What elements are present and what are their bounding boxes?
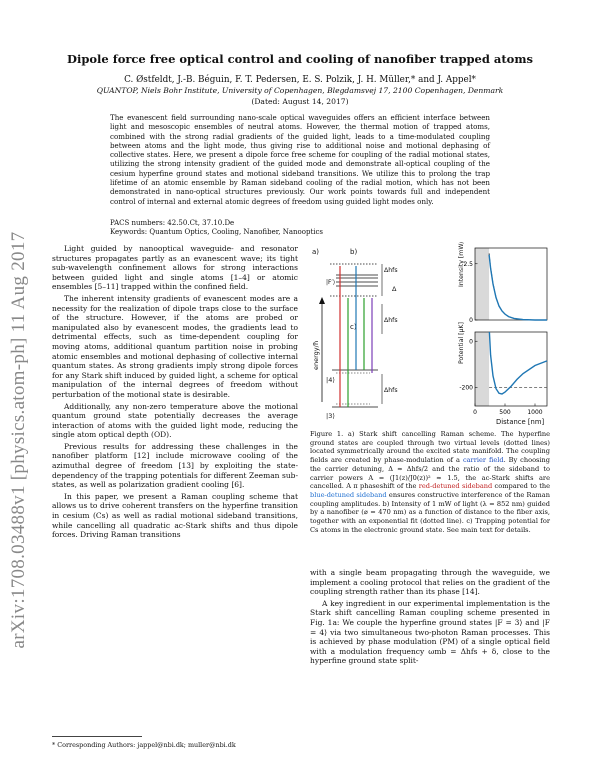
figure-1 [310, 242, 550, 427]
paragraph: The inherent intensity gradients of evanescent modes are a necessity for the realization of dipole traps close to the surface of the structure. However, if the atoms are probed or manipulated also by evanescent modes, the gradients lead to detrimental effects, such as time-dependent coupling for moving atoms, additional quantum partition noise in probing atomic ensembles and motional dephasing of collective internal quantum states. As strong gradients imply strong dipole forces for any Stark shift induced by guided light, a scheme for optical manipulation of the internal degrees of freedom without perturbation of the motional state is desirable. [52, 293, 298, 399]
delta-hfs-label: Δhfs [384, 267, 398, 274]
fiber-region-shading [475, 332, 489, 406]
y-tick-label: 0 [469, 317, 473, 324]
red-sideband-text: red-detuned sideband [418, 482, 493, 491]
abstract: The evanescent field surrounding nano-scale optical waveguides offers an efficient interface between light and mesoscopic ensembles of neutral atoms. However, the thermal motion of trapped atoms, combined with the strong radial gradients of the guided light, leads to a time-modulated coupling between atoms and the light mode, thus giving rise to additional noise and motional dephasing of collective states. Here, we present a dipole force free scheme for coupling of the radial motional states, utilizing the strong intensity gradient of the guided mode and demonstrate all-optical coupling of the cesium hyperfine ground states and motional sideband transitions. We utilize this to prolong the trap lifetime of an atomic ensemble by Raman sideband cooling of the radial motion, which has not been demonstrated in nano-optical structures previously. Our work points towards full and independent control of internal and external atomic degrees of freedom using guided light modes only. [110, 113, 490, 206]
panel-c-label: c) [350, 323, 357, 331]
pacs-numbers: PACS numbers: 42.50.Ct, 37.10.De [110, 219, 235, 227]
date-line: (Dated: August 14, 2017) [251, 97, 349, 106]
x-tick-label: 500 [499, 409, 511, 416]
paragraph: Light guided by nanooptical waveguide- and resonator structures propagates partly as an evanescent wave; its tight sub-wavelength confinement allows for strong interactions between guided light and single atoms [1–4] or atomic ensembles [5–11] trapped within the confined field. [52, 244, 298, 292]
level-3-label: |3⟩ [326, 412, 335, 420]
author-list: C. Østfeldt, J.-B. Béguin, F. T. Pedersen, E. S. Polzik, J. H. Müller,* and J. Appel* [124, 75, 476, 85]
level-4-label: |4⟩ [326, 376, 335, 384]
panel-b-plot [458, 242, 547, 324]
right-column [310, 568, 550, 668]
excited-state-label: |F′⟩ [326, 279, 336, 286]
keywords: Keywords: Quantum Optics, Cooling, Nanofiber, Nanooptics [110, 228, 324, 236]
potential-curve [489, 332, 547, 394]
energy-axis-label: energy/ħ [312, 340, 320, 370]
paragraph: with a single beam propagating through the waveguide, we implement a cooling protocol that relies on the gradient of the coupling strength rather than its phase [14]. [310, 568, 550, 597]
left-column [52, 244, 298, 542]
exponential-fit-line [489, 253, 547, 320]
paragraph: A key ingredient in our experimental implementation is the Stark shift cancelling Raman coupling scheme presented in Fig. 1a: We couple the hyperfine ground states |F = 3⟩ and |F = 4⟩ via two simultaneous two-photon Raman processes. This is achieved by phase modulation (PM) of a single optical field with a modulation frequency ωmb = Δhfs + δ, close to the hyperfine ground state split- [310, 598, 550, 666]
delta-hfs-label: Δhfs [384, 317, 398, 324]
carrier-field-text: carrier field [462, 456, 504, 465]
y-tick-label: 0 [469, 338, 473, 346]
paragraph: In this paper, we present a Raman coupling scheme that allows us to drive coherent transfers on the hyperfine transition in cesium (Cs) as well as radial motional sideband transitions, while cancelling all quadratic ac-Stark shifts and thus dipole forces. Driving Raman transitions [52, 491, 298, 540]
affiliation: QUANTOP, Niels Bohr Institute, University of Copenhagen, Blegdamsvej 17, 2100 Copenhagen, Denmark [96, 86, 504, 95]
panel-c-plot [458, 322, 547, 426]
footnote-rule [52, 736, 142, 737]
figure-caption: Figure 1. a) Stark shift cancelling Raman scheme. The hyperfine ground states are coupled through two virtual levels (dotted lines) located symmetrically around the excited state manifold. The coupling fields are created by phase-modulation of a carrier field. By choosing the carrier detuning, Δ ≈ Δhfs/2 and the ratio of the sideband to carrier powers A = (J1(z)/J0(z))² ≈ 1.5, the ac-Stark shifts are cancelled. A π phaseshift of the red-detuned sideband compared to the blue-detuned sideband ensures constructive interference of the Raman coupling amplitudes. b) Intensity of 1 mW of light (λ = 852 nm) guided by a nanofiber (⌀ = 470 nm) as a function of distance to the fiber axis, together with an exponential fit (dotted line). c) Trapping potential for Cs atoms in the electronic ground state. See main text for details. [310, 430, 550, 534]
distance-axis-label: Distance [nm] [496, 418, 545, 426]
paragraph: Previous results for addressing these challenges in the nanofiber platform [12] include microwave cooling of the azimuthal degree of freedom [13] by exploiting the state-dependency of the trapping potentials for different Zeeman sub-states, as well as polarization gradient cooling [6]. [52, 441, 298, 490]
energy-axis-arrow [319, 297, 325, 304]
blue-sideband-text: blue-detuned sideband [310, 490, 387, 499]
delta-hfs-label: Δhfs [384, 387, 398, 394]
intensity-axis-label: Intensity [mW/μm²] [458, 242, 465, 287]
delta-label: Δ [392, 285, 397, 293]
paper-title: Dipole force free optical control and cooling of nanofiber trapped atoms [67, 52, 533, 66]
paragraph: Additionally, any non-zero temperature above the motional quantum ground state potentially decreases the average interaction of atoms with the guided light mode, reducing the single atom optical depth (OD). [52, 401, 298, 440]
panel-a-label: a) [312, 248, 320, 256]
panel-b-label: b) [350, 248, 358, 256]
potential-axis-label: Potential [μK] [458, 322, 465, 364]
x-tick-label: 1000 [527, 409, 543, 416]
footnote: * Corresponding Authors: jappel@nbi.dk; muller@nbi.dk [52, 741, 236, 749]
y-tick-label: -200 [459, 384, 473, 392]
figure-svg [310, 242, 550, 427]
arxiv-stamp: arXiv:1708.03488v1 [physics.atom-ph] 11 Aug 2017 [8, 231, 29, 649]
intensity-curve [489, 255, 547, 320]
y-tick-label: 2.5 [463, 260, 473, 268]
x-tick-label: 0 [473, 409, 477, 416]
fiber-region-shading [475, 248, 489, 320]
